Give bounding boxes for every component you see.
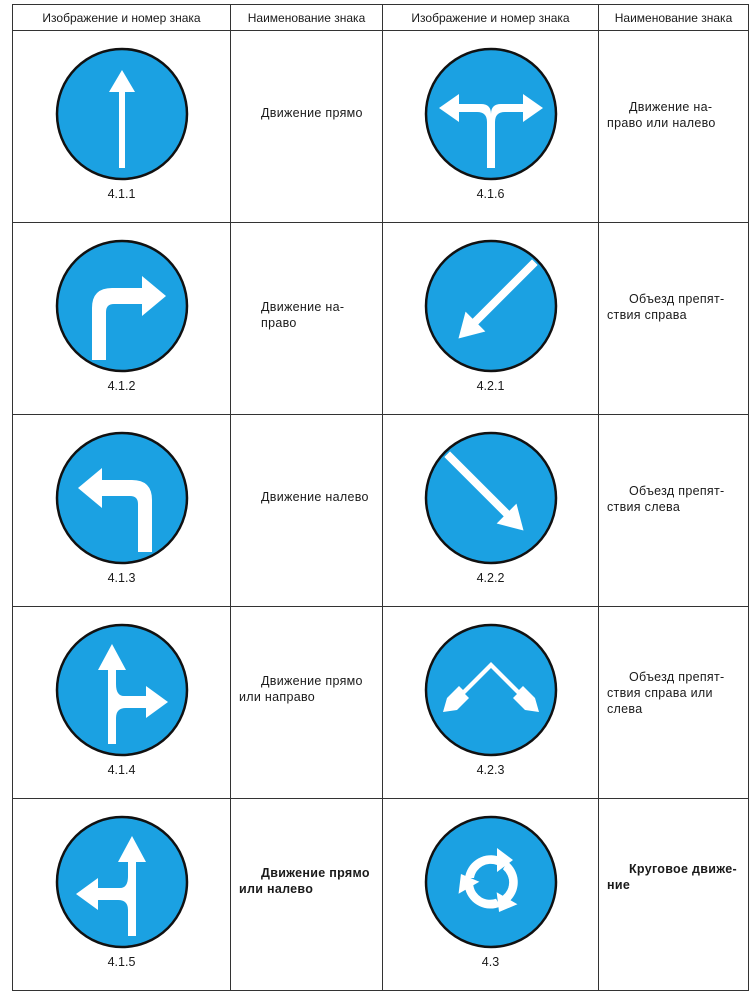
sign-name-line: право	[261, 316, 297, 330]
sign-number: 4.1.3	[107, 571, 136, 585]
sign-number: 4.1.4	[107, 763, 136, 777]
sign-number: 4.2.2	[476, 571, 505, 585]
straight-or-left-arrow-icon	[55, 815, 189, 949]
sign-name-line: ствия слева	[607, 500, 681, 514]
sign-name-line: ствия справа	[607, 308, 687, 322]
header-sign-name-left: Наименование знака	[231, 5, 383, 31]
roundabout-arrows-icon	[424, 815, 558, 949]
sign-cell-4-2-1	[383, 223, 599, 415]
sign-cell-4-3	[383, 799, 599, 991]
sign-name-cell	[231, 607, 383, 799]
header-image-number-right: Изображение и номер знака	[383, 5, 599, 31]
sign-name-line: или направо	[239, 690, 316, 704]
sign-name-cell	[231, 223, 383, 415]
sign-number: 4.1.2	[107, 379, 136, 393]
sign-name-cell	[599, 607, 749, 799]
straight-or-right-arrow-icon	[55, 623, 189, 757]
pass-right-arrow-icon	[424, 239, 558, 373]
sign-cell-4-1-5	[13, 799, 231, 991]
pass-both-sides-arrow-icon	[424, 623, 558, 757]
sign-cell-4-1-1	[13, 31, 231, 223]
right-or-left-arrow-icon	[424, 47, 558, 181]
sign-name-line: Движение на-	[629, 100, 713, 114]
sign-cell-4-1-2	[13, 223, 231, 415]
sign-number: 4.2.1	[476, 379, 505, 393]
sign-name-line: Движение на-	[261, 300, 345, 314]
sign-name-line: Движение налево	[261, 490, 369, 504]
sign-name-cell	[599, 415, 749, 607]
sign-name-line: слева	[607, 702, 643, 716]
table-row	[13, 607, 749, 799]
sign-cell-4-1-4	[13, 607, 231, 799]
signs-table	[12, 4, 749, 991]
sign-name-line: Круговое движе-	[629, 862, 737, 876]
table-row	[13, 31, 749, 223]
sign-name-line: ние	[607, 878, 631, 892]
header-sign-name-right: Наименование знака	[599, 5, 749, 31]
sign-name-cell	[599, 799, 749, 991]
sign-name-cell	[231, 31, 383, 223]
sign-number: 4.1.1	[107, 187, 136, 201]
right-turn-arrow-icon	[55, 239, 189, 373]
sign-name-line: Движение прямо	[261, 866, 370, 880]
sign-name-line: Объезд препят-	[629, 670, 725, 684]
sign-name-line: или налево	[239, 882, 314, 896]
sign-number: 4.2.3	[476, 763, 505, 777]
sign-cell-4-2-2	[383, 415, 599, 607]
sign-name-line: Движение прямо	[261, 674, 363, 688]
sign-number: 4.1.5	[107, 955, 136, 969]
straight-arrow-icon	[55, 47, 189, 181]
table-row	[13, 415, 749, 607]
sign-name-cell	[231, 799, 383, 991]
sign-name-line: Объезд препят-	[629, 484, 725, 498]
sign-cell-4-1-3	[13, 415, 231, 607]
left-turn-arrow-icon	[55, 431, 189, 565]
pass-left-arrow-icon	[424, 431, 558, 565]
sign-cell-4-1-6	[383, 31, 599, 223]
table-row	[13, 223, 749, 415]
sign-name-line: право или налево	[607, 116, 716, 130]
sign-name-line: ствия справа или	[607, 686, 713, 700]
sign-name-cell	[231, 415, 383, 607]
sign-name-cell	[599, 223, 749, 415]
sign-name-line: Объезд препят-	[629, 292, 725, 306]
sign-number: 4.1.6	[476, 187, 505, 201]
sign-number: 4.3	[481, 955, 500, 969]
sign-name-line: Движение прямо	[261, 106, 363, 120]
sign-name-cell	[599, 31, 749, 223]
header-image-number-left: Изображение и номер знака	[13, 5, 231, 31]
table-row	[13, 799, 749, 991]
sign-cell-4-2-3	[383, 607, 599, 799]
table-header-row	[13, 5, 749, 31]
